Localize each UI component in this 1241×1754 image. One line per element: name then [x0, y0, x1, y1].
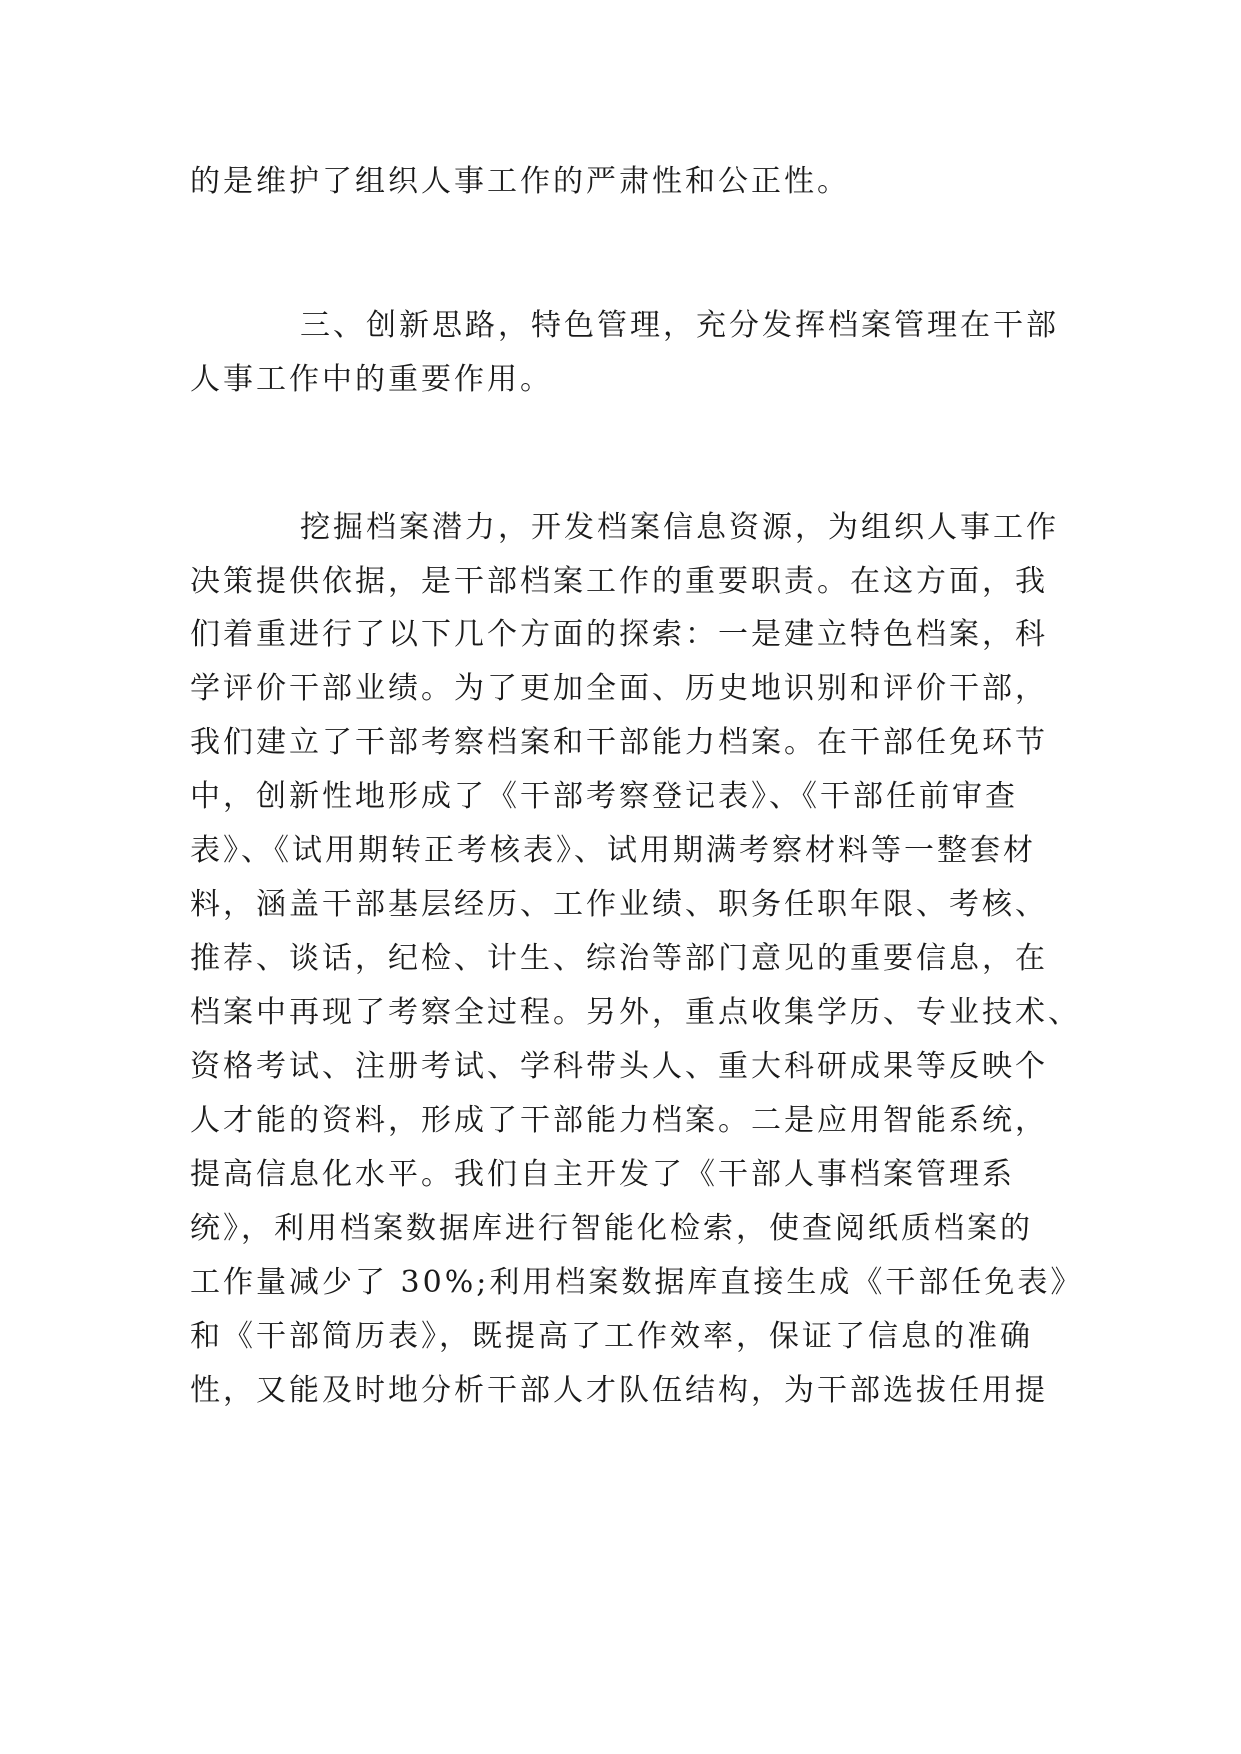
- section-heading-line: 人事工作中的重要作用。: [190, 362, 553, 397]
- paragraph-line: 推荐、谈话，纪检、计生、综治等部门意见的重要信息，在: [190, 941, 1048, 976]
- section-heading-line: 三、创新思路，特色管理，充分发挥档案管理在干部: [300, 308, 1059, 343]
- paragraph-line: 资格考试、注册考试、学科带头人、重大科研成果等反映个: [190, 1049, 1048, 1084]
- paragraph-line: 人才能的资料，形成了干部能力档案。二是应用智能系统，: [190, 1103, 1048, 1138]
- paragraph-line: 表》、《试用期转正考核表》、试用期满考察材料等一整套材: [190, 833, 1036, 868]
- paragraph-line: 工作量减少了 30%;利用档案数据库直接生成《干部任免表》: [190, 1265, 1084, 1300]
- paragraph-line: 们着重进行了以下几个方面的探索：一是建立特色档案，科: [190, 617, 1048, 652]
- text-line: 的是维护了组织人事工作的严肃性和公正性。: [190, 164, 850, 199]
- paragraph-line: 中，创新性地形成了《干部考察登记表》、《干部任前审查: [190, 779, 1018, 814]
- paragraph-line: 性，又能及时地分析干部人才队伍结构，为干部选拔任用提: [190, 1373, 1048, 1408]
- paragraph-line: 提高信息化水平。我们自主开发了《干部人事档案管理系: [190, 1157, 1015, 1192]
- paragraph-line: 和《干部简历表》，既提高了工作效率，保证了信息的准确: [190, 1319, 1033, 1354]
- paragraph-line: 决策提供依据，是干部档案工作的重要职责。在这方面，我: [190, 564, 1048, 599]
- paragraph-line: 学评价干部业绩。为了更加全面、历史地识别和评价干部，: [190, 671, 1048, 706]
- paragraph-line: 档案中再现了考察全过程。另外，重点收集学历、专业技术、: [190, 995, 1081, 1030]
- paragraph-line: 料，涵盖干部基层经历、工作业绩、职务任职年限、考核、: [190, 887, 1048, 922]
- paragraph-line: 挖掘档案潜力，开发档案信息资源，为组织人事工作: [300, 510, 1059, 545]
- paragraph-line: 我们建立了干部考察档案和干部能力档案。在干部任免环节: [190, 725, 1048, 760]
- paragraph-line: 统》，利用档案数据库进行智能化检索，使查阅纸质档案的: [190, 1211, 1033, 1246]
